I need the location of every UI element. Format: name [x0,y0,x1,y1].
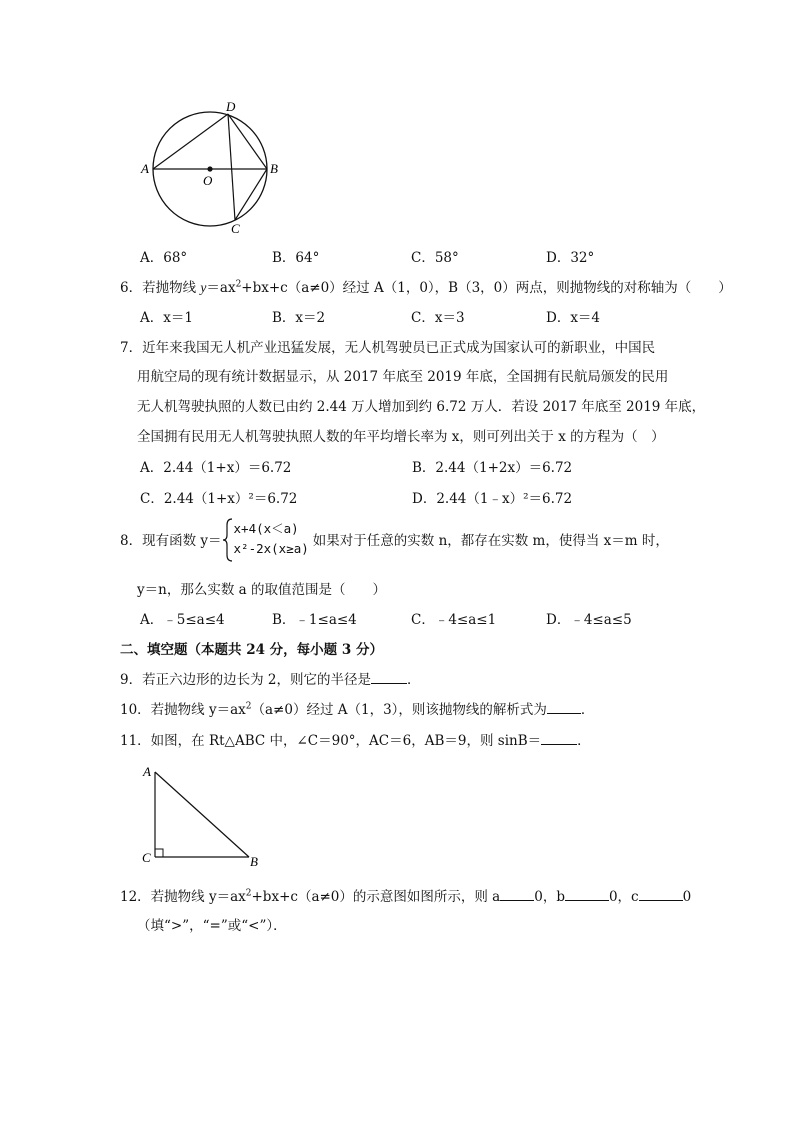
label-d: D [226,99,236,114]
q7-option-b: B．2.44（1+2x）＝6.72 [412,460,573,476]
brace-icon [222,517,234,561]
q8-option-d: D．﹣4≤a≤5 [546,612,632,628]
q9-answer-blank[interactable] [371,671,407,684]
q5-option-b: B．64° [272,250,320,266]
q7-option-a: A．2.44（1+x）＝6.72 [140,460,292,476]
q9: 9．若正六边形的边长为 2，则它的半径是 ． [120,672,421,688]
chord-ad [153,114,228,169]
q7-option-d: D．2.44（1﹣x）²＝6.72 [412,491,573,507]
q5-option-c: C．58° [411,250,459,266]
q8-case-2: x²-2x(x≥a) [233,541,309,556]
label-b: B [250,854,258,869]
chord-cb [235,169,267,220]
q5-option-a: A．68° [140,250,188,266]
q7-line-2: 用航空局的现有统计数据显示，从 2017 年底至 2019 年底，全国拥有民航局颁发的民用 [137,369,669,385]
q7-line-3: 无人机驾驶执照的人数已由约 2.44 万人增加到约 6.72 万人．若设 2017 年底至 2019 年底， [137,399,706,415]
q8-option-c: C．﹣4≤a≤1 [411,612,497,628]
q12-line-2: （填“>”，“=”或“<”）． [137,918,287,934]
q6-stem: 6．若抛物线 $y=ax^2+bx+c(a\ne 0)$经过 A（1，0），B（3，0）两点，则抛物线的对称轴为（ ） [120,279,732,296]
q8-case-1: x+4(x＜a) [233,521,299,536]
label-c: C [142,850,151,865]
label-o: O [203,173,213,188]
q10-answer-blank[interactable] [547,701,581,714]
q7-line-4: 全国拥有民用无人机驾驶执照人数的年平均增长率为 x，则可列出关于 x 的方程为（ ） [137,429,665,445]
q10: 10．若抛物线 $y=ax^2(a\ne 0)$经过 A（1，3），则该抛物线的解析式为 ． [120,701,595,718]
q11-answer-blank[interactable] [541,732,577,745]
right-angle-mark [155,849,163,857]
q6-option-c: C．x＝3 [411,310,465,326]
q6-option-d: D．x＝4 [546,310,601,326]
q8-stem: 8．现有函数 y＝ x+4(x＜a) x²-2x(x≥a) 如果对于任意的实数 n，都存在实数 m，使得当 x＝m 时， [120,517,669,567]
q6-option-b: B．x＝2 [272,310,326,326]
label-c: C [231,221,240,236]
q7-option-c: C．2.44（1+x）²＝6.72 [140,491,298,507]
q12-answer-blank-a[interactable] [500,888,534,901]
q12-answer-blank-b[interactable] [565,888,609,901]
center-point [207,166,212,171]
q7-line-1: 7．近年来我国无人机产业迅猛发展，无人机驾驶员已正式成为国家认可的新职业，中国民 [120,340,656,356]
section-2-title: 二、填空题（本题共 24 分，每小题 3 分） [120,642,383,658]
label-a: A [143,764,151,779]
q8-line-2: y＝n，那么实数 a 的取值范围是（ ） [137,582,386,598]
side-ab [155,772,249,857]
q12: 12．若抛物线 $y=ax^2+bx+c(a\ne 0)$的示意图如图所示，则 a 0，b 0，c 0 [120,888,692,905]
q12-answer-blank-c[interactable] [639,888,683,901]
label-b: B [270,161,278,176]
q6-option-a: A．x＝1 [140,310,193,326]
q8-option-b: B．﹣1≤a≤4 [272,612,357,628]
q11: 11．如图，在 Rt△ABC 中，∠C＝90°，AC＝6，AB＝9，则 sinB＝ ． [120,733,591,749]
chord-dc [228,114,235,220]
q5-option-d: D．32° [546,250,595,266]
q8-option-a: A．﹣5≤a≤4 [140,612,225,628]
triangle-figure [138,762,268,870]
label-a: A [141,161,149,176]
chord-db [228,114,267,169]
circle-figure [130,95,300,240]
